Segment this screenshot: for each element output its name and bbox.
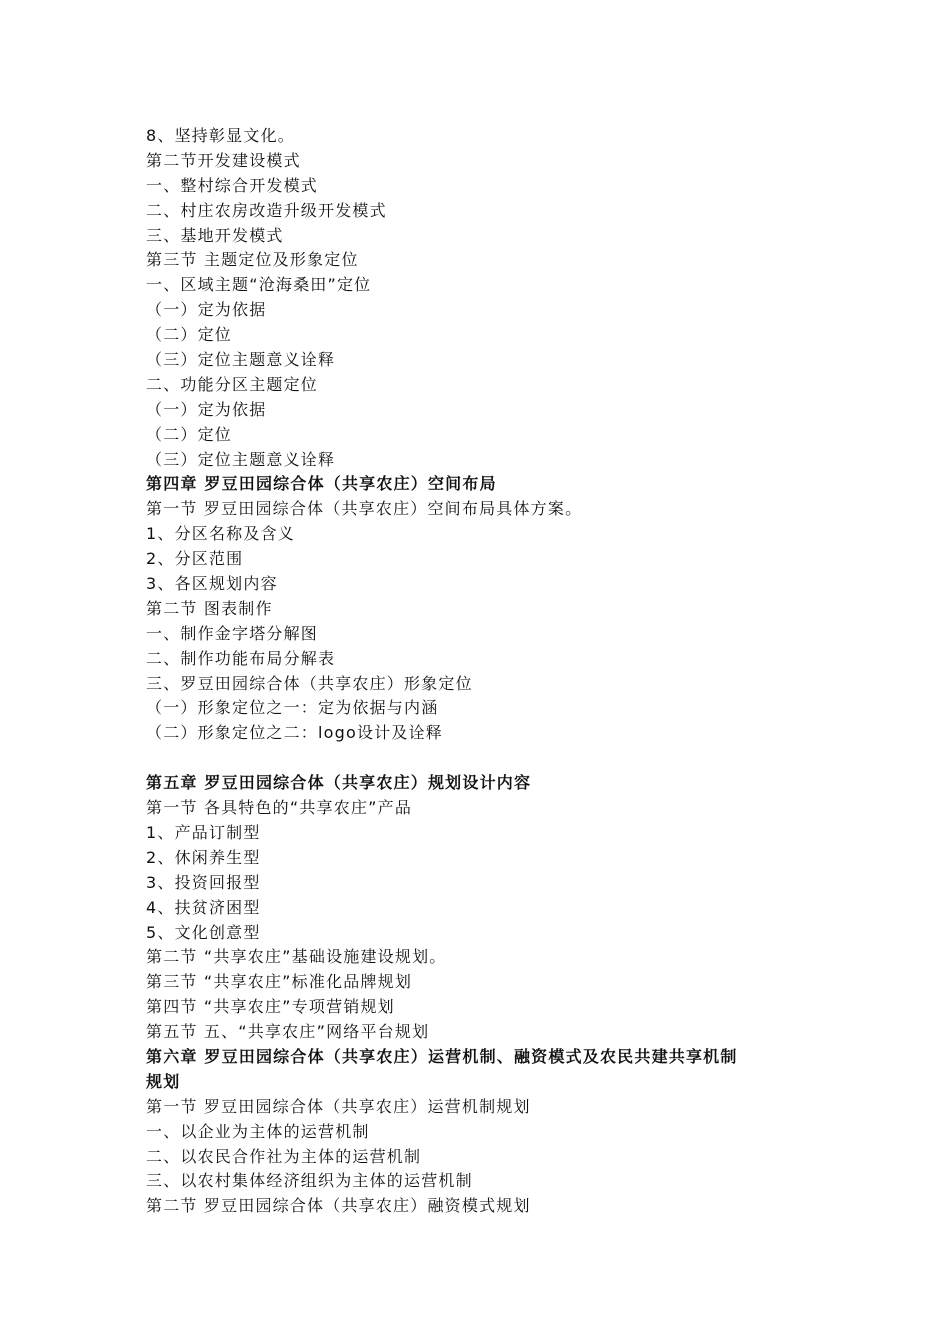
outline-line: （三）定位主题意义诠释 — [146, 449, 336, 469]
outline-line: 8、坚持彰显文化。 — [146, 126, 295, 145]
outline-line: 第一节 罗豆田园综合体（共享农庄）运营机制规划 — [146, 1096, 531, 1116]
outline-line: 一、整村综合开发模式 — [146, 175, 319, 195]
chapter-heading: 第六章 罗豆田园综合体（共享农庄）运营机制、融资模式及农民共建共享机制 — [146, 1046, 738, 1066]
outline-line: 第二节开发建设模式 — [146, 150, 301, 170]
outline-line: （二）定位 — [146, 424, 233, 444]
outline-line: （二）定位 — [146, 325, 233, 345]
outline-line: （一）定为依据 — [146, 300, 267, 320]
outline-line: 一、区域主题“沧海桑田”定位 — [146, 275, 372, 295]
chapter-heading: 规划 — [146, 1071, 181, 1091]
outline-line: 2、休闲养生型 — [146, 847, 261, 867]
outline-line: 第四节 “共享农庄”专项营销规划 — [146, 997, 395, 1017]
outline-line: 一、以企业为主体的运营机制 — [146, 1121, 370, 1141]
outline-line: 三、罗豆田园综合体（共享农庄）形象定位 — [146, 673, 473, 693]
document-body — [146, 124, 836, 1219]
outline-line: 4、扶贫济困型 — [146, 897, 261, 917]
outline-line: 1、分区名称及含义 — [146, 524, 295, 544]
outline-line: 第二节 “共享农庄”基础设施建设规划。 — [146, 947, 447, 967]
outline-line: 二、以农民合作社为主体的运营机制 — [146, 1146, 422, 1166]
outline-line: 二、制作功能布局分解表 — [146, 648, 336, 668]
outline-line: 第二节 图表制作 — [146, 598, 273, 618]
blank-line — [146, 746, 836, 771]
outline-line: 第二节 罗豆田园综合体（共享农庄）融资模式规划 — [146, 1196, 531, 1216]
outline-line: 三、以农村集体经济组织为主体的运营机制 — [146, 1171, 473, 1191]
outline-line: 3、各区规划内容 — [146, 574, 278, 594]
outline-line: 三、基地开发模式 — [146, 225, 284, 245]
outline-line: 第三节 主题定位及形象定位 — [146, 250, 359, 270]
outline-line: 第一节 各具特色的“共享农庄”产品 — [146, 798, 413, 818]
outline-line: 一、制作金字塔分解图 — [146, 623, 319, 643]
outline-line: 5、文化创意型 — [146, 922, 261, 942]
outline-line: 第三节 “共享农庄”标准化品牌规划 — [146, 972, 413, 992]
chapter-heading: 第五章 罗豆田园综合体（共享农庄）规划设计内容 — [146, 773, 532, 793]
outline-line: 2、分区范围 — [146, 549, 244, 569]
outline-line: 3、投资回报型 — [146, 872, 261, 892]
outline-line: （二）形象定位之二：logo设计及诠释 — [146, 723, 443, 743]
outline-line: （一）形象定位之一：定为依据与内涵 — [146, 698, 439, 718]
outline-line: 1、产品订制型 — [146, 822, 261, 842]
outline-line: （一）定为依据 — [146, 399, 267, 419]
outline-line: 二、功能分区主题定位 — [146, 374, 319, 394]
chapter-heading: 第四章 罗豆田园综合体（共享农庄）空间布局 — [146, 474, 497, 494]
outline-line: 第一节 罗豆田园综合体（共享农庄）空间布局具体方案。 — [146, 499, 583, 519]
outline-line: （三）定位主题意义诠释 — [146, 350, 336, 370]
outline-line: 第五节 五、“共享农庄”网络平台规划 — [146, 1022, 430, 1042]
outline-line: 二、村庄农房改造升级开发模式 — [146, 200, 387, 220]
